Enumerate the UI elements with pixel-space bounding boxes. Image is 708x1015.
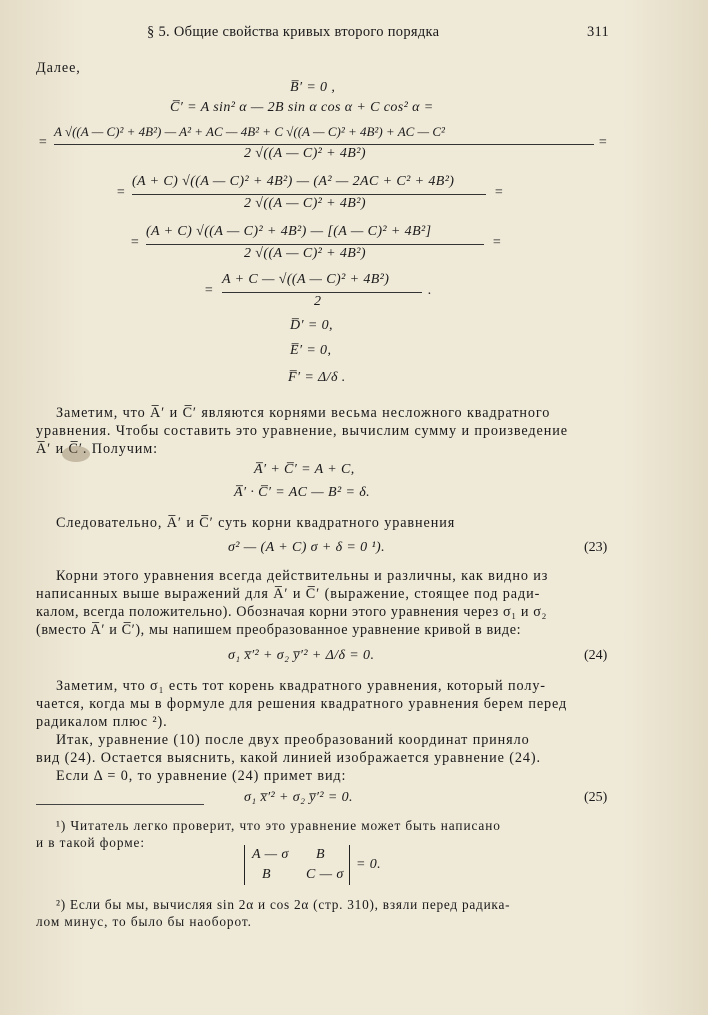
paper-stain [62, 446, 90, 462]
page-number: 311 [587, 24, 610, 40]
determinant-r2c2: C — σ [306, 867, 344, 882]
equation-b-prime: B̅′ = 0 , [290, 80, 336, 95]
equals-sign: = [130, 235, 140, 250]
paragraph-3-line-1: Корни этого уравнения всегда действительны и различны, как видно из [56, 568, 549, 584]
determinant-rhs: = 0. [356, 857, 382, 872]
paragraph-6: Если Δ = 0, то уравнение (24) примет вид: [56, 768, 347, 784]
paragraph-3-line-4: (вместо A̅′ и C̅′), мы напишем преобразованное уравнение кривой в виде: [36, 622, 522, 638]
footnote-1-line-1: ¹) Читатель легко проверит, что это уравнение может быть написано [56, 818, 501, 833]
fraction-3-denominator: 2 √((A — C)² + 4B²) [244, 246, 366, 261]
determinant-r1c2: B [316, 847, 325, 862]
equation-25-number: (25) [584, 790, 608, 805]
fraction-2-denominator: 2 √((A — C)² + 4B²) [244, 196, 366, 211]
intro-text: Далее, [36, 60, 81, 76]
paragraph-4-line-2: чается, когда мы в формуле для решения квадратного уравнения берем перед [36, 696, 568, 712]
equals-sign: = [38, 135, 48, 150]
period: . [428, 283, 432, 298]
equation-24: σ₁ x̅′² + σ₂ y̅′² + Δ/δ = 0. [228, 648, 375, 663]
equals-sign: = [492, 235, 502, 250]
fraction-3-numerator: (A + C) √((A — C)² + 4B²) — [(A — C)² + 4B²] [146, 224, 432, 239]
paragraph-3-line-3: калом, всегда положительно). Обозначая корни этого уравнения через σ₁ и σ₂ [36, 604, 548, 620]
fraction-1-bar [54, 144, 594, 145]
fraction-4-denominator: 2 [314, 294, 322, 309]
equation-c-prime: C̅′ = A sin² α — 2B sin α cos α + C cos² α = [170, 100, 434, 115]
paragraph-1-line-1: Заметим, что A̅′ и C̅′ являются корнями весьма несложного квадратного [56, 405, 551, 421]
footnote-separator [36, 804, 204, 805]
fraction-1-denominator: 2 √((A — C)² + 4B²) [244, 146, 366, 161]
equals-sign: = [598, 135, 608, 150]
equation-sum: A̅′ + C̅′ = A + C, [254, 462, 355, 477]
equation-23-number: (23) [584, 540, 608, 555]
equals-sign: = [494, 185, 504, 200]
paragraph-3-line-2: написанных выше выражений для A̅′ и C̅′ (выражение, стоящее под ради- [36, 586, 541, 602]
paragraph-5-line-1: Итак, уравнение (10) после двух преобразований координат приняло [56, 732, 530, 748]
equation-23: σ² — (A + C) σ + δ = 0 ¹). [228, 540, 386, 555]
fraction-4-numerator: A + C — √((A — C)² + 4B²) [222, 272, 390, 287]
footnote-2-line-2: лом минус, то было бы наоборот. [36, 914, 252, 929]
fraction-2-bar [132, 194, 486, 195]
equation-25: σ₁ x̅′² + σ₂ y̅′² = 0. [244, 790, 353, 805]
paragraph-5-line-2: вид (24). Остается выяснить, какой линией изображается уравнение (24). [36, 750, 541, 766]
paragraph-4-line-1: Заметим, что σ₁ есть тот корень квадратного уравнения, который полу- [56, 678, 546, 694]
fraction-4-bar [222, 292, 422, 293]
equation-d-prime: D̅′ = 0, [290, 318, 333, 333]
footnote-1-line-2: и в такой форме: [36, 835, 145, 850]
fraction-3-bar [146, 244, 484, 245]
determinant-r2c1: B [262, 867, 271, 882]
equation-f-prime: F̅′ = Δ/δ . [288, 370, 346, 385]
paragraph-4-line-3: радикалом плюс ²). [36, 714, 168, 730]
equals-sign: = [204, 283, 214, 298]
paragraph-1-line-2: уравнения. Чтобы составить это уравнение, вычислим сумму и произведение [36, 423, 568, 439]
paragraph-1-line-3: A̅′ и C̅′. Получим: [36, 441, 158, 457]
fraction-2-numerator: (A + C) √((A — C)² + 4B²) — (A² — 2AC + C² + 4B²) [132, 174, 455, 189]
section-title: § 5. Общие свойства кривых второго порядка [147, 24, 440, 40]
equation-e-prime: E̅′ = 0, [290, 343, 332, 358]
equation-24-number: (24) [584, 648, 608, 663]
paragraph-2: Следовательно, A̅′ и C̅′ суть корни квадратного уравнения [56, 515, 456, 531]
determinant-r1c1: A — σ [252, 847, 289, 862]
equation-product: A̅′ · C̅′ = AC — B² = δ. [234, 485, 371, 500]
equals-sign: = [116, 185, 126, 200]
footnote-2-line-1: ²) Если бы мы, вычисляя sin 2α и cos 2α (стр. 310), взяли перед радика- [56, 897, 511, 912]
fraction-1-numerator: A √((A — C)² + 4B²) — A² + AC — 4B² + C √((A — C)² + 4B²) + AC — C² [54, 124, 445, 139]
